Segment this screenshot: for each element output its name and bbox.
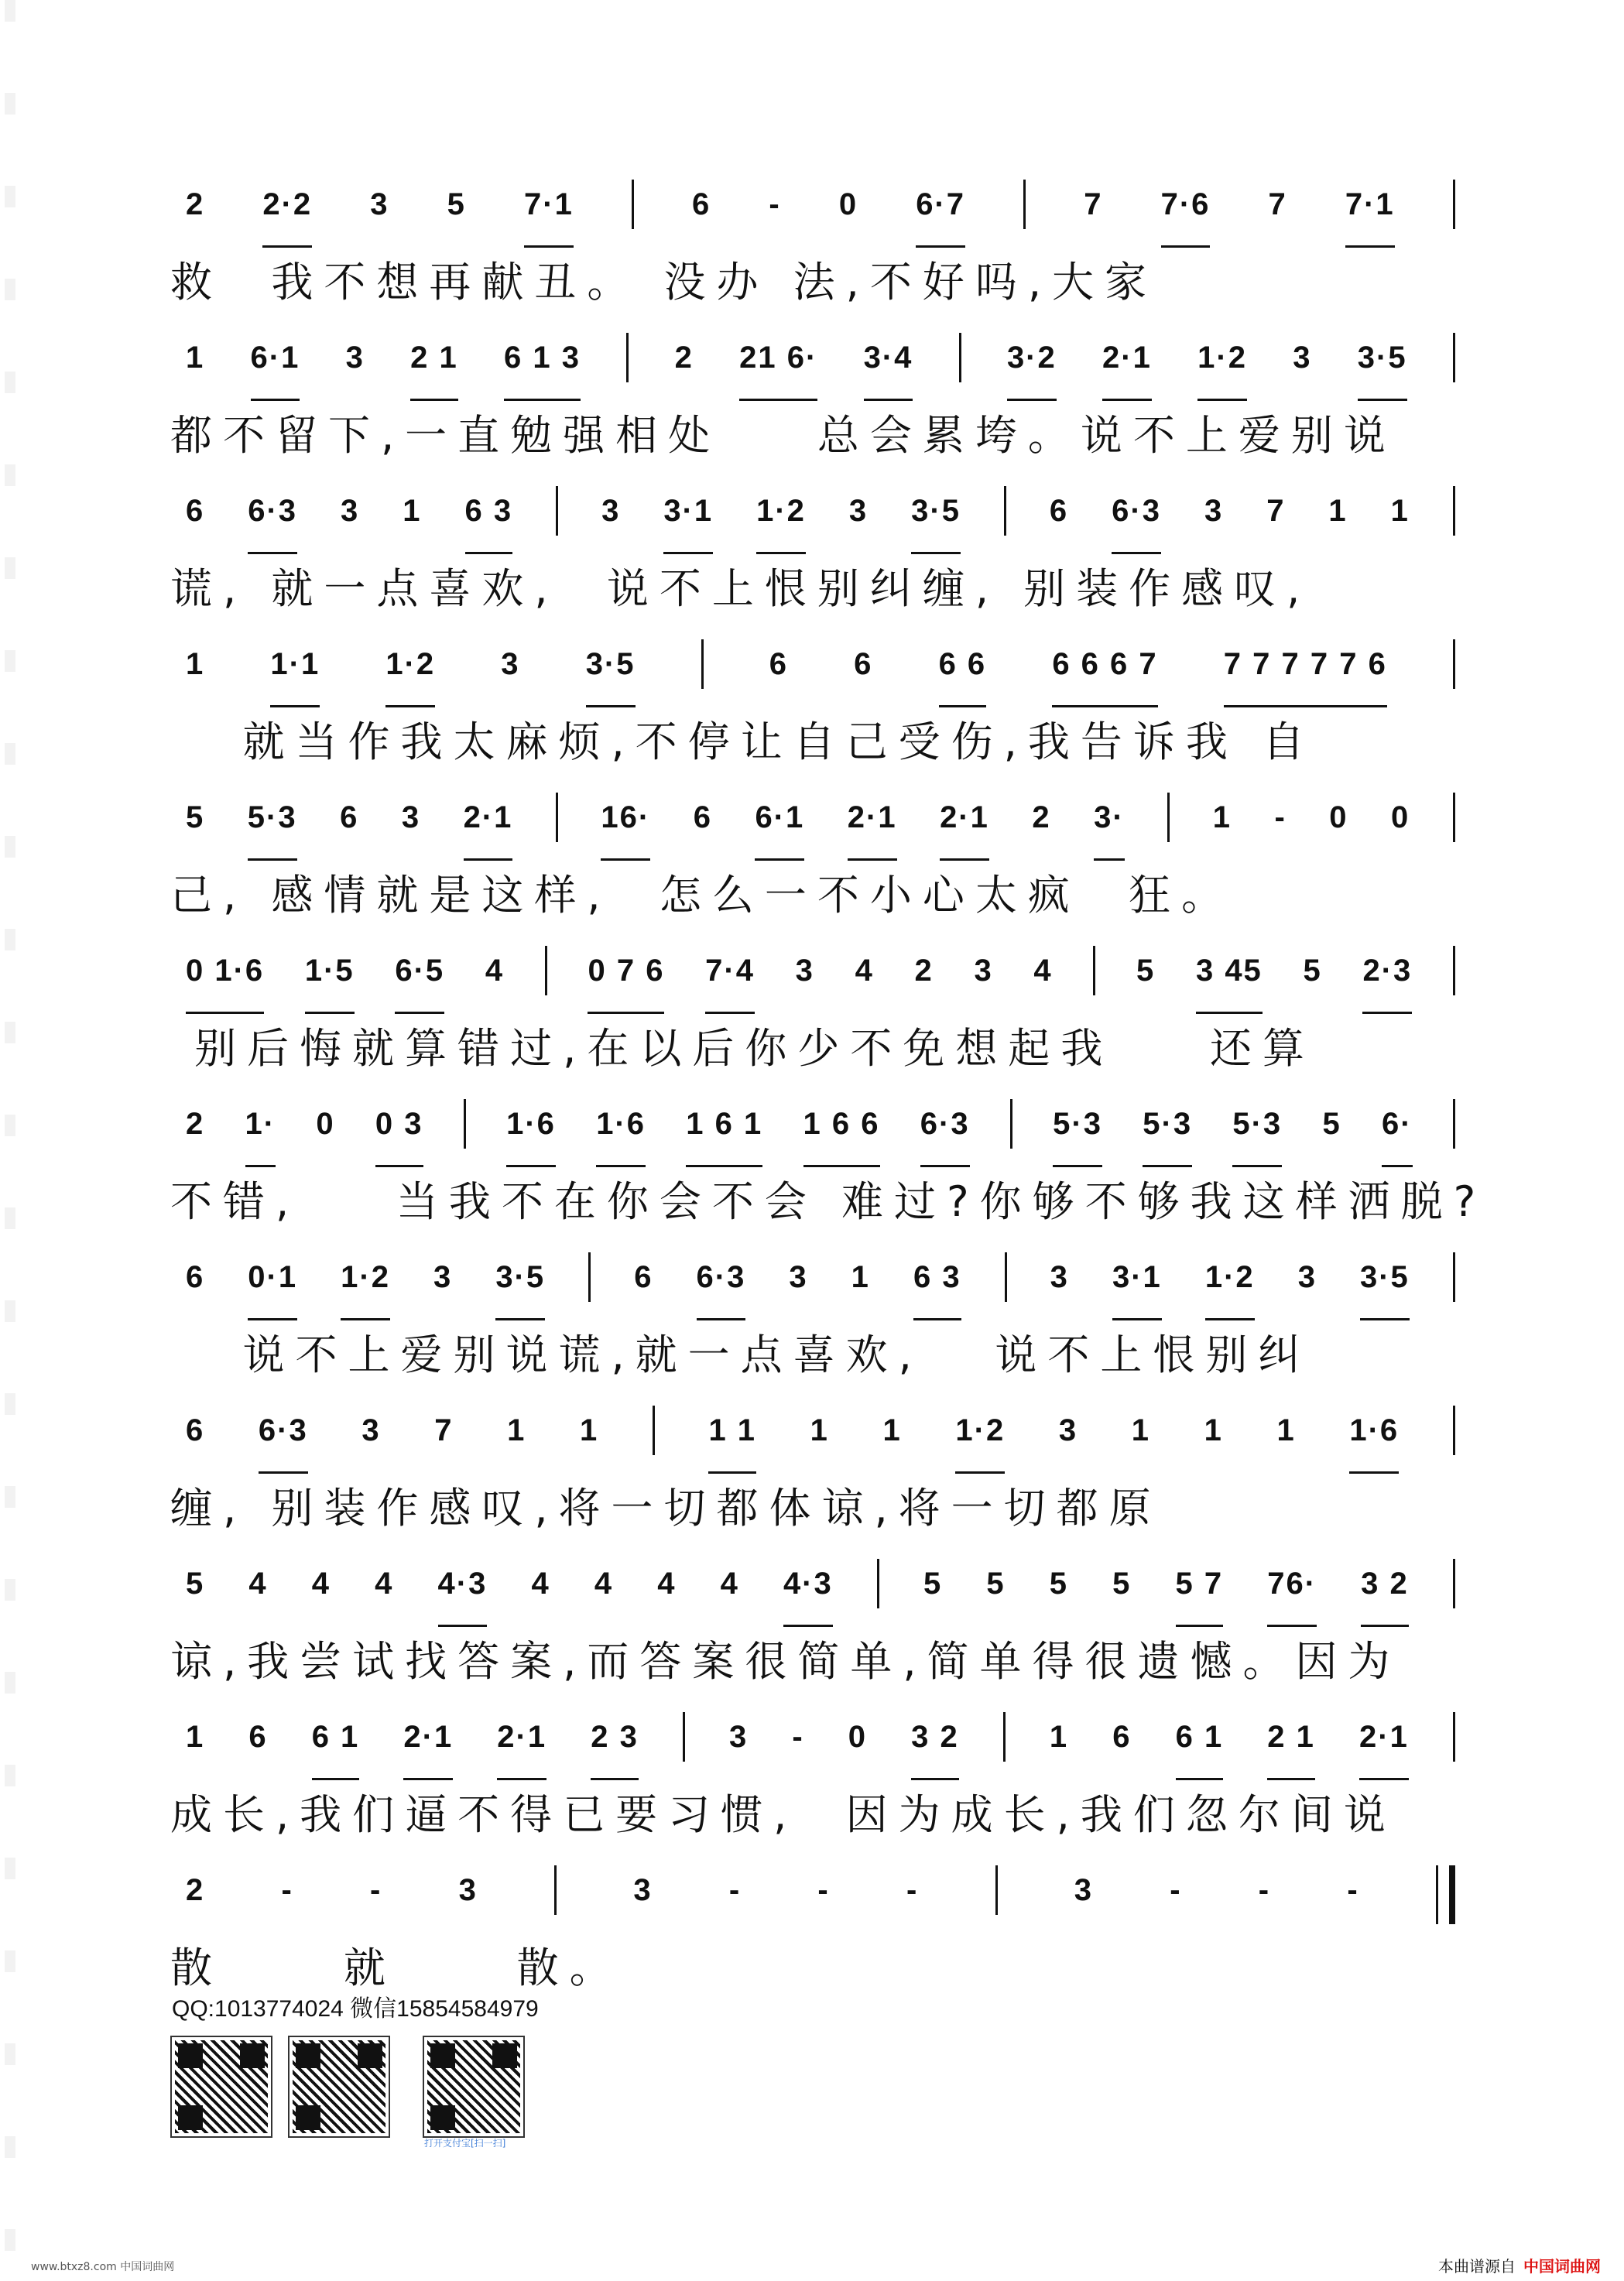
barline [959,333,961,382]
barline [1004,486,1006,536]
note-group [556,494,558,554]
note-group: 1 [403,494,422,528]
note-group: 1·5 [305,954,355,1014]
footer-source-label: 本曲谱源自 [1438,2257,1516,2276]
barline [556,793,558,842]
note-group: 1 [1276,1413,1296,1447]
note-group: 1 [186,647,205,681]
note-group: 5·3 [1232,1107,1282,1167]
note-group: - [817,1873,830,1907]
note-group [1004,494,1006,554]
note-line [170,1245,1471,1314]
note-group: 2 [674,341,694,375]
note-group: 3·1 [663,494,713,554]
note-group: 76· [1267,1567,1317,1627]
note-line [170,785,1471,855]
note-group [959,341,961,401]
note-group: 1·2 [341,1260,390,1320]
note-group [653,1413,655,1474]
note-group: 3 [795,954,814,988]
note-group: 6· [1382,1107,1413,1167]
note-group: 0 [1391,800,1410,834]
lyric-line: 谎, 就一点喜欢, 说不上恨别纠缠, 别装作感叹, [170,564,1311,613]
note-group: 0 [1329,800,1348,834]
note-group [632,187,634,248]
note-group: 7·1 [1345,187,1395,248]
note-group: 6 [1112,1720,1132,1754]
note-group: 6·3 [920,1107,970,1167]
barline [877,1559,879,1608]
barline [1003,1712,1006,1762]
note-group: 5·3 [1053,1107,1102,1167]
lyric-line: 救 我不想再献丑。 没办 法,不好吗,大家 [170,258,1157,307]
note-group: 2·1 [1359,1720,1409,1780]
note-group: 6 6 [939,647,987,707]
note-line [170,478,1471,548]
note-group: 3 [1204,494,1224,528]
note-group: 1 [1212,800,1232,834]
note-group: 3 [361,1413,381,1447]
note-group: 5 [186,800,205,834]
lyric-line: 谅,我尝试找答案,而答案很简单,简单得很遗憾。因为 [170,1637,1401,1686]
note-group: 5 [986,1567,1006,1601]
note-group: 7 [1268,187,1287,221]
note-group: 2 [186,187,205,221]
note-line [170,172,1471,241]
lyric-line: 说不上爱别说谎,就一点喜欢, 说不上恨别纠 [170,1331,1311,1379]
barline [1453,946,1455,995]
note-group: 6 [1049,494,1069,528]
note-group: - [906,1873,919,1907]
note-group: 3·1 [1112,1260,1162,1320]
note-group: 2·1 [403,1720,453,1780]
note-group [626,341,629,401]
note-group [1023,187,1026,248]
note-group: 5 [1136,954,1156,988]
note-group: - [792,1720,804,1754]
barline [1010,1099,1012,1149]
note-group: 4 [657,1567,677,1601]
note-line [170,1704,1471,1774]
note-group: 3·5 [911,494,961,554]
note-group: 5 [1322,1107,1341,1141]
note-group [1453,494,1455,554]
note-group: 3 [601,494,621,528]
note-group: 3·5 [586,647,636,707]
note-group [1453,1107,1455,1167]
note-group: 6·1 [755,800,804,861]
note-group: 7·6 [1161,187,1211,248]
note-group: 1 [882,1413,902,1447]
note-group: 3 [1293,341,1312,375]
note-group: 2·1 [464,800,513,861]
note-group: 6 [854,647,873,681]
note-group: - [728,1873,742,1907]
note-group: 4 [1033,954,1053,988]
barline [626,333,629,382]
note-group: 4·3 [783,1567,833,1627]
note-group: 1·6 [506,1107,556,1167]
note-group: 5 [1112,1567,1132,1601]
note-group: 3 45 [1196,954,1263,1014]
note-group: 4 [720,1567,739,1601]
note-group: 2·1 [848,800,897,861]
note-group: 3 [1050,1260,1069,1294]
barline [1453,180,1455,229]
note-group [877,1567,879,1627]
barline [1167,793,1170,842]
barline [701,639,704,689]
note-group: 3 [458,1873,478,1907]
note-group: 1·6 [596,1107,646,1167]
note-group [1453,1720,1455,1780]
note-group: 7 [1266,494,1286,528]
note-group [1167,800,1170,861]
note-group: 3 [345,341,365,375]
note-group [554,1873,557,1943]
note-group: 7·4 [705,954,755,1014]
note-group: 2 [186,1873,205,1907]
note-group: 6 [693,800,712,834]
note-group: 3 [1058,1413,1078,1447]
note-group: 3 [401,800,421,834]
note-group: 1 [851,1260,870,1294]
note-group: 1 [1328,494,1348,528]
note-group: 5 [447,187,466,221]
lyric-line: 成长,我们逼不得已要习惯, 因为成长,我们忽尔间说 [170,1790,1396,1839]
note-group: 3 [1074,1873,1093,1907]
note-group: - [769,187,781,221]
note-group: 5 [186,1567,205,1601]
note-group: 1·2 [756,494,806,554]
lyric-line: 缠, 别装作感叹,将一切都体谅,将一切都原 [170,1484,1162,1533]
note-group [1453,954,1455,1014]
note-group: 6·3 [248,494,297,554]
note-group: - [281,1873,293,1907]
note-group: 4 [248,1567,268,1601]
note-group [1005,1260,1007,1320]
note-group: 3 [341,494,360,528]
left-edge-watermark [5,0,15,2281]
note-group: 4 [311,1567,331,1601]
qr-code-icon [424,2037,523,2136]
note-group: 6·1 [251,341,300,401]
barline [1023,180,1026,229]
barline [632,180,634,229]
note-group [556,800,558,861]
note-group: 3·2 [1007,341,1057,401]
footer-brand: 中国词曲网 [1523,2257,1601,2276]
note-group [1436,1873,1455,1943]
note-group: - [1170,1873,1182,1907]
barline [1453,486,1455,536]
note-group: 3· [1094,800,1125,861]
note-group [1453,1260,1455,1320]
note-group: 1·2 [1205,1260,1255,1320]
note-group: 2·3 [1362,954,1412,1014]
note-group [701,647,704,707]
qr-code-icon [172,2037,271,2136]
note-group [1010,1107,1012,1167]
note-group: 6 [692,187,711,221]
note-group: 2 1 [410,341,458,401]
note-group: 6·5 [395,954,444,1014]
note-group: 6 3 [913,1260,961,1320]
note-group: 2·1 [940,800,989,861]
note-group: 1 [1049,1720,1069,1754]
note-line [170,1551,1471,1621]
note-group: 16· [601,800,650,861]
note-group [1453,647,1455,707]
note-group: 6 [186,1413,205,1447]
note-group: 1 6 1 [686,1107,762,1167]
qr-caption: 打开支付宝[扫一扫] [424,2138,506,2149]
note-group: 4·3 [438,1567,488,1627]
barline [1453,1406,1455,1455]
note-group: 1 [1204,1413,1223,1447]
note-group: 2 1 [1267,1720,1315,1780]
note-group: 1 [186,1720,205,1754]
note-group: 1 [1390,494,1410,528]
barline [995,1865,998,1915]
note-group [588,1260,591,1320]
note-group: 0 7 6 [588,954,664,1014]
lyric-line: 别后悔就算错过,在以后你少不免想起我 还算 [170,1024,1315,1073]
note-group: 5 [923,1567,943,1601]
note-group [1453,800,1455,861]
barline [545,946,547,995]
note-group: 5·3 [248,800,297,861]
lyric-line: 就当作我太麻烦,不停让自己受伤,我告诉我 自 [170,718,1315,766]
lyric-line: 散 就 散。 [170,1944,622,1992]
note-group: 1 1 [708,1413,756,1474]
note-line [170,325,1471,395]
note-group [1093,954,1095,1014]
note-group: 6 [340,800,359,834]
note-group: - [1347,1873,1359,1907]
note-group: 3 [848,494,869,528]
note-group: 3 [729,1720,749,1754]
note-group: 6 [186,494,205,528]
note-group [464,1107,466,1167]
note-group: 1 [810,1413,829,1447]
note-group: 3·5 [1360,1260,1410,1320]
note-group: 4 [594,1567,614,1601]
note-line [170,1858,1471,1927]
note-group: 2 3 [591,1720,639,1780]
note-group [1003,1720,1006,1780]
note-group: 4 [531,1567,550,1601]
note-group [545,954,547,1014]
barline [1453,1559,1455,1608]
note-group: 6·3 [1112,494,1161,554]
note-group: 7 [1084,187,1103,221]
note-group: 2·1 [497,1720,546,1780]
note-group: 3 [633,1873,653,1907]
note-group: 3 [501,647,520,681]
note-group: 1 [1131,1413,1150,1447]
note-group: 2 [186,1107,205,1141]
note-line [170,1398,1471,1468]
note-group: 3 [433,1260,453,1294]
barline [588,1252,591,1302]
note-group: 6 6 6 7 [1052,647,1157,707]
note-group: - [370,1873,382,1907]
note-group: 5 [1049,1567,1068,1601]
note-group [683,1720,685,1780]
note-group: 1·2 [385,647,435,707]
note-group: 0 [838,187,858,221]
note-group: 6·3 [697,1260,746,1320]
note-group: 6 [634,1260,653,1294]
note-group [1453,341,1455,401]
note-group [995,1873,998,1943]
note-group: 1·2 [955,1413,1005,1474]
note-group: 4 [855,954,874,988]
note-group: 6 3 [465,494,513,554]
note-line [170,632,1471,701]
note-line [170,1091,1471,1161]
barline [554,1865,557,1915]
note-group: 6 [248,1720,268,1754]
note-group: 5 7 [1176,1567,1224,1627]
lyric-line: 不错, 当我不在你会不会 难过?你够不够我这样洒脱? [170,1177,1487,1226]
barline [464,1099,466,1149]
note-group: 3 2 [911,1720,959,1780]
footer-website: www.btxz8.com 中国词曲网 [31,2261,175,2273]
note-group: 3 [370,187,389,221]
barline [1453,333,1455,382]
note-group: 2·2 [262,187,312,248]
note-group: 5·3 [1143,1107,1192,1167]
note-group: 7 [434,1413,454,1447]
note-group: 1· [245,1107,276,1167]
note-line [170,938,1471,1008]
note-group: 1·2 [1197,341,1247,401]
note-group [1453,1567,1455,1627]
qr-code-icon [290,2037,389,2136]
note-group: 6 1 3 [504,341,581,401]
note-group: 6 [769,647,789,681]
note-group [1453,1413,1455,1474]
note-group: 0 3 [375,1107,423,1167]
barline [1005,1252,1007,1302]
barline [1453,639,1455,689]
note-group: 1·1 [270,647,320,707]
lyric-line: 都不留下,一直勉强相处 总会累垮。说不上爱别说 [170,411,1396,460]
note-group: 6 1 [312,1720,360,1780]
note-group: 4 [485,954,505,988]
barline [683,1712,685,1762]
note-group: 7 7 7 7 7 6 [1224,647,1387,707]
note-group: 3 [1297,1260,1317,1294]
barline [653,1406,655,1455]
note-group: 1 [186,341,205,375]
barline [1453,793,1455,842]
note-group: 2 [1032,800,1051,834]
final-barline [1436,1865,1455,1924]
contact-info: QQ:1013774024 微信15854584979 [172,1996,539,2022]
note-group: 6·3 [259,1413,308,1474]
note-group: 1 [579,1413,599,1447]
note-group: 3·5 [1358,341,1407,401]
note-group: 1·6 [1349,1413,1399,1474]
note-group: 3·4 [864,341,913,401]
barline [1453,1712,1455,1762]
note-group: 6 1 [1176,1720,1224,1780]
note-group: 6 [186,1260,205,1294]
note-group: 1 6 6 [803,1107,880,1167]
lyric-line: 己, 感情就是这样, 怎么一不小心太疯 狂。 [170,871,1235,920]
barline [1453,1252,1455,1302]
barline [1453,1099,1455,1149]
note-group: 0 [316,1107,335,1141]
note-group: 3·5 [495,1260,545,1320]
note-group: 3 [789,1260,808,1294]
note-group: 5 [1303,954,1322,988]
note-group: 0 [848,1720,868,1754]
note-group: 0·1 [248,1260,297,1320]
note-group: 21 6· [739,341,817,401]
note-group: - [1274,800,1287,834]
note-group: 4 [375,1567,394,1601]
footer-source [1438,2254,1601,2276]
note-group [1453,187,1455,248]
note-group: 2 [914,954,934,988]
note-group: 6·7 [916,187,965,248]
note-group: 3 [974,954,993,988]
barline [1093,946,1095,995]
note-group: 7·1 [524,187,574,248]
note-group: 2·1 [1102,341,1152,401]
note-group: 0 1·6 [186,954,264,1014]
note-group: - [1258,1873,1271,1907]
barline [556,486,558,536]
note-group: 3 2 [1361,1567,1409,1627]
note-group: 1 [507,1413,526,1447]
